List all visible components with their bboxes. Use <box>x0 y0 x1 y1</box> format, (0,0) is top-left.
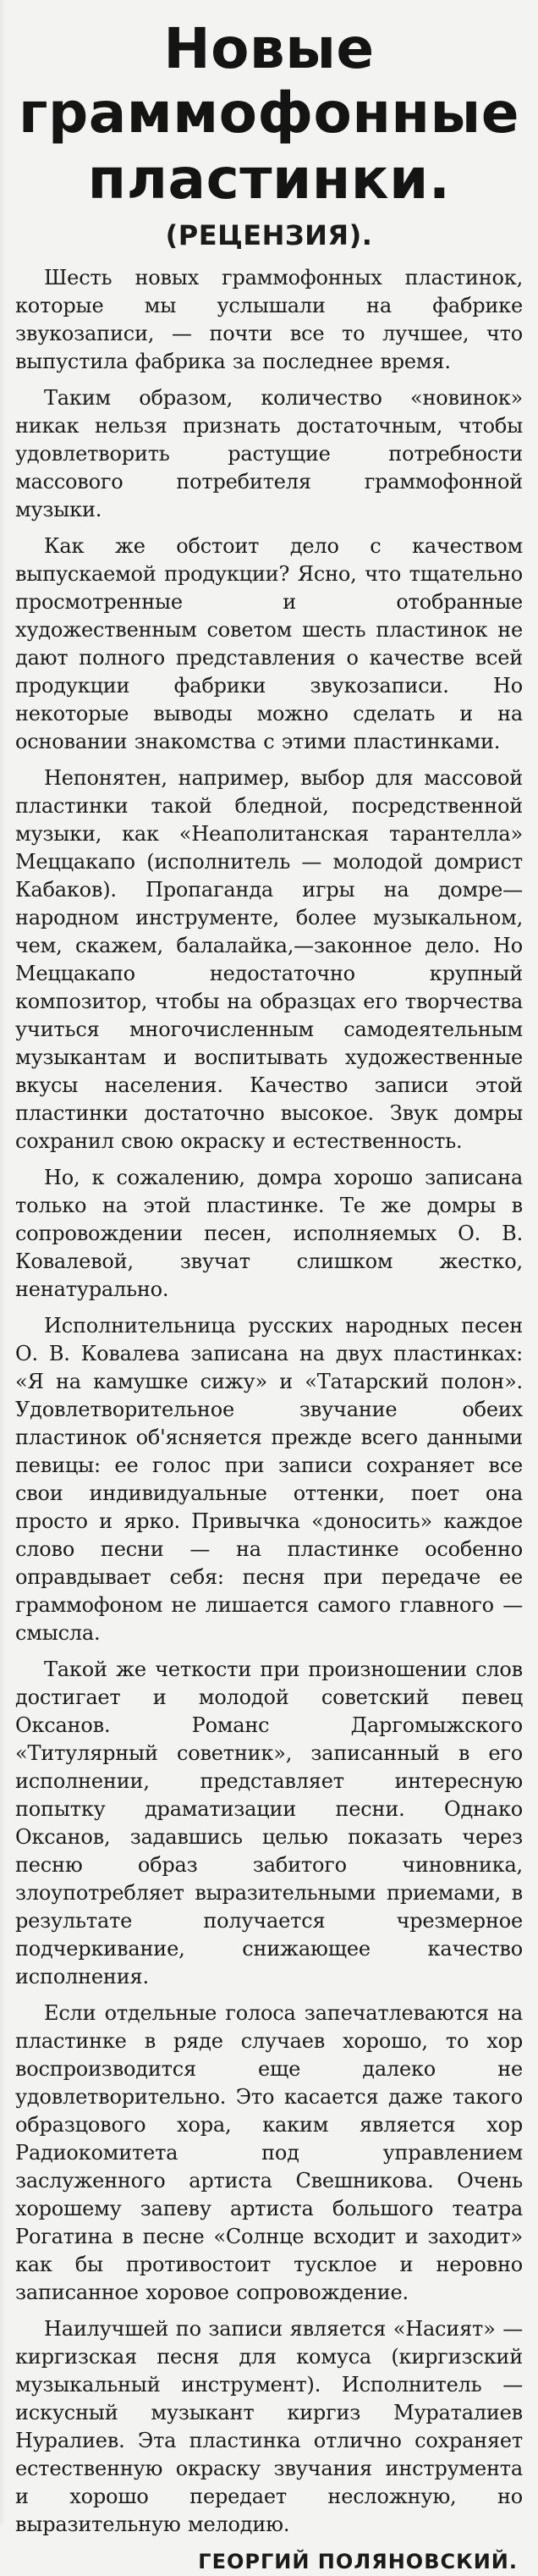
article-body <box>15 264 523 2539</box>
paragraph-8: Если отдельные голоса запечатлеваются на пластинке в ряде случаев хорошо, то хор воспроизводится еще далеко не удовлетворительно. Это касается даже такого образцового хора, каким является хор Радиокомитета под управлением заслуженного артиста Свешникова. Очень хорошему запеву артиста большого театра Рогатина в песне «Солнце всходит и заходит» как бы противостоит тусклое и неровно записанное хоровое сопровождение. <box>15 2001 523 2304</box>
paragraph-5: Но, к сожалению, домра хорошо записана только на этой пластинке. Те же домры в сопровождении песен, исполняемых О. В. Ковалевой, звучат слишком жестко, ненатурально. <box>15 1166 523 1301</box>
paper-edge-shadow <box>0 0 5 2524</box>
paragraph-3: Как же обстоит дело с качеством выпускаемой продукции? Ясно, что тщательно просмотренные и отобранные художественным советом шесть пластинок не дают полного представления о качестве всей продукции фабрики звукозаписи. Но некоторые выводы можно сделать и на основании знакомства с этими пластинками. <box>15 534 523 753</box>
article-subtitle: (РЕЦЕНЗИЯ). <box>165 219 373 251</box>
author-signature: ГЕОРГИЙ ПОЛЯНОВСКИЙ. <box>198 2550 518 2573</box>
paragraph-1: Шесть новых граммофонных пластинок, которые мы услышали на фабрике звукозаписи, — почти все то лучшее, что выпустила фабрика за последнее время. <box>15 266 523 373</box>
paragraph-6: Исполнительница русских народных песен О. В. Ковалева записана на двух пластинках: «Я на камушке сижу» и «Татарский полон». Удовлетворительное звучание обеих пластинок об'ясняется прежде всего данными певицы: ее голос при записи сохраняет все свои индивидуальные оттенки, поет она просто и ярко. Привычка «доносить» каждое слово песни — на пластинке особенно оправдывает себя: песня при передаче ее граммофоном не лишается самого главного — смысла. <box>15 1314 523 1645</box>
paragraph-2: Таким образом, количество «новинок» никак нельзя признать достаточным, чтобы удовлетворить растущие потребности массового потребителя граммофонной музыки. <box>15 386 523 521</box>
headline-line-2: пластинки. <box>87 146 451 212</box>
headline-line-1: Новые граммофонные <box>19 16 519 146</box>
paragraph-4: Непонятен, например, выбор для массовой пластинки такой бледной, посредственной музыки, как «Неаполитанская тарантелла» Меццакапо (исполнитель — молодой домрист Кабаков). Пропаганда игры на домре—народном инструменте, более музыкальном, чем, скажем, балалайка,—законное дело. Но Меццакапо недостаточно крупный композитор, чтобы на образцах его творчества учиться многочисленным самодеятельным музыкантам и воспитывать художественные вкусы населения. Качество записи этой пластинки достаточно высокое. Звук домры сохранил свою окраску и естественность. <box>15 766 523 1153</box>
paragraph-7: Такой же четкости при произношении слов достигает и молодой советский певец Оксанов. Романс Даргомыжского «Титулярный советник», записанный в его исполнении, представляет интересную попытку драматизации песни. Однако Оксанов, задавшись целью показать через песню образ забитого чиновника, злоупотребляет выразительными приемами, в результате получается чрезмерное подчеркивание, снижающее качество исполнения. <box>15 1658 523 1989</box>
paragraph-9: Наилучшей по записи является «Насият» — киргизская песня для комуса (киргизский музыкальный инструмент). Исполнитель — искусный музыкант киргиз Мураталиев Нуралиев. Эта пластинка отлично сохраняет естественную окраску звучания инструмента и хорошо передает несложную, но выразительную мелодию. <box>15 2317 523 2536</box>
